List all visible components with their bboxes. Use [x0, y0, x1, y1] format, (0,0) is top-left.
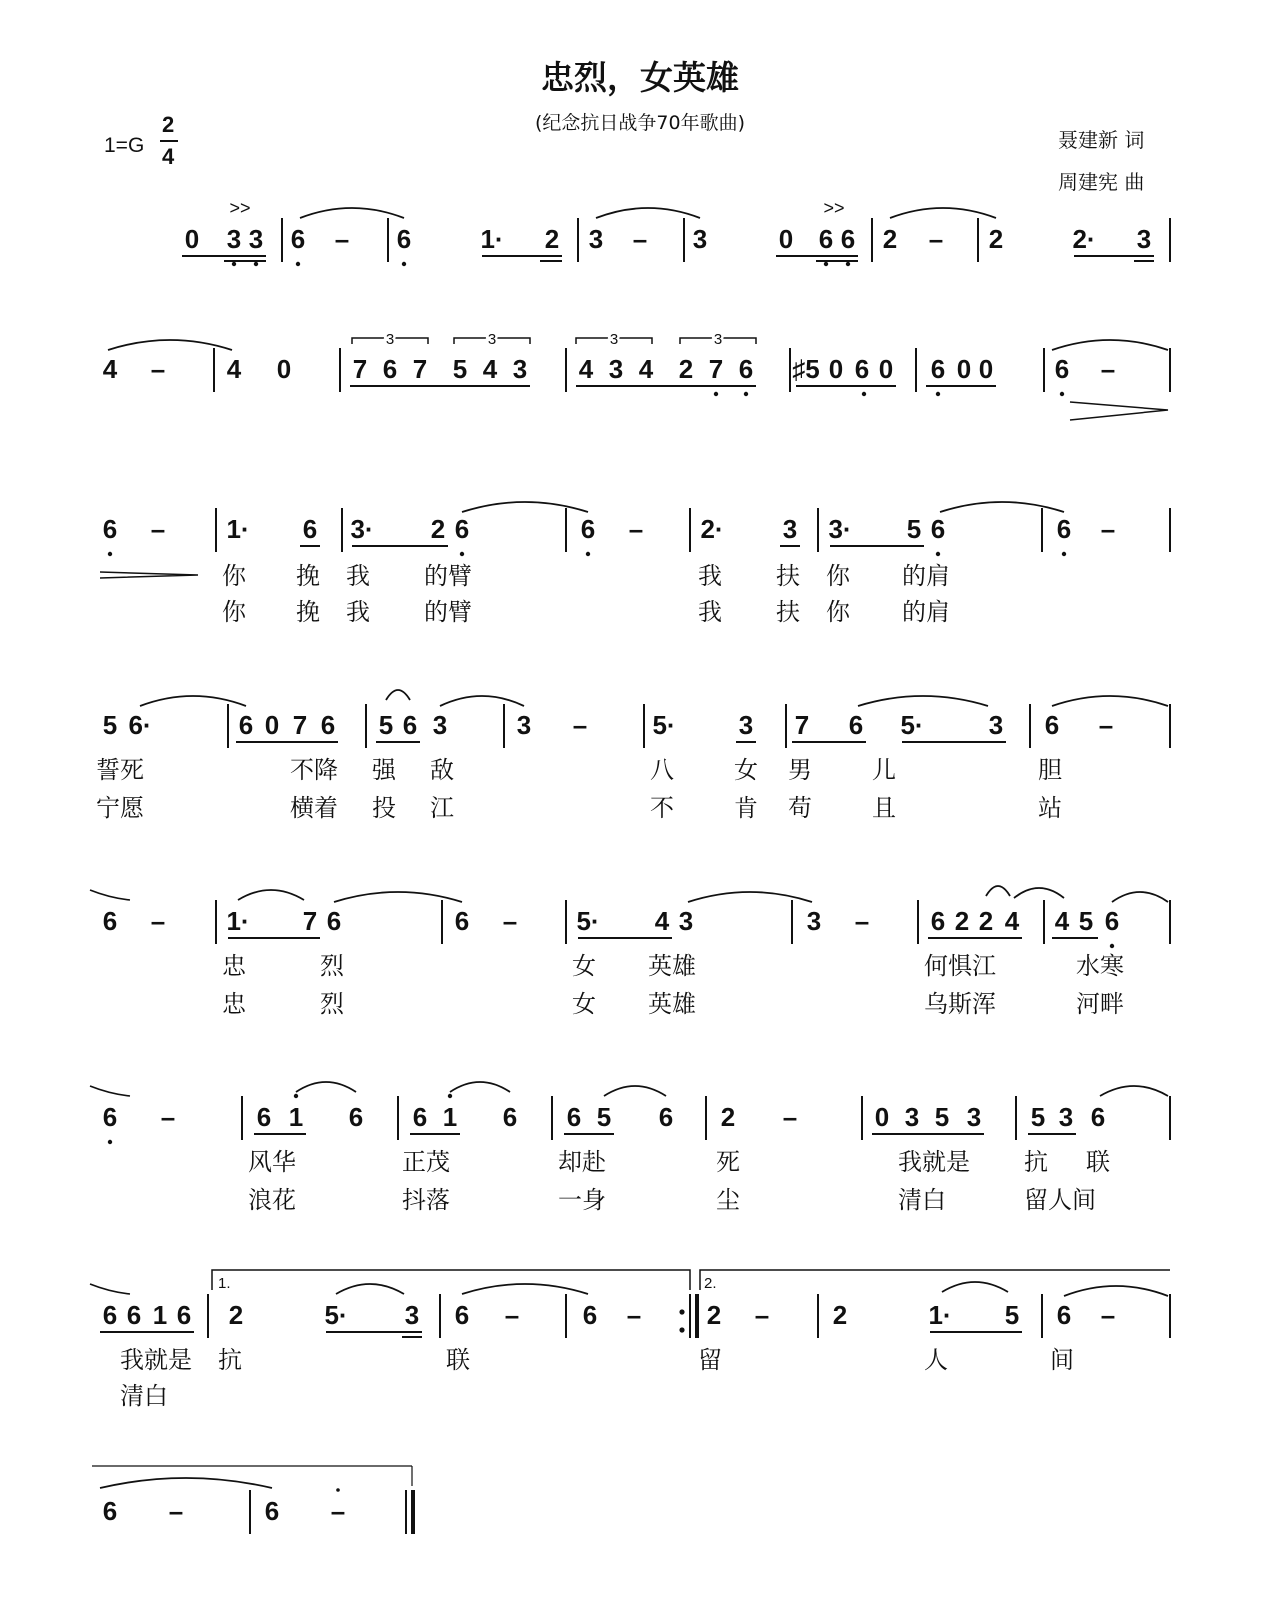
tie-in [90, 890, 130, 900]
note: 3· [828, 514, 852, 544]
note: – [160, 1102, 176, 1132]
note: 3 [1058, 1102, 1074, 1132]
note: 2 [978, 906, 994, 936]
note: 0 [276, 354, 292, 384]
note: 4 [102, 354, 118, 384]
note: 6 [102, 1102, 118, 1132]
octave-dot-below [714, 392, 718, 396]
note: – [168, 1496, 184, 1526]
lyric: 我就是 [120, 1347, 192, 1374]
lyric: 扶 [776, 563, 800, 590]
note: 3 [1136, 224, 1152, 254]
note: 5· [576, 906, 600, 936]
lyric: 联 [1086, 1149, 1110, 1176]
octave-dot-below [824, 262, 828, 266]
slur [1052, 340, 1168, 350]
note: 6 [412, 1102, 428, 1132]
lyric: 八 [650, 757, 674, 784]
lyric: 抗 [1024, 1149, 1048, 1176]
lyric: 我就是 [898, 1149, 970, 1176]
note: 1 [288, 1102, 304, 1132]
note: 4 [1004, 906, 1020, 936]
octave-dot-below [232, 262, 236, 266]
note: 2 [954, 906, 970, 936]
note: 4 [226, 354, 242, 384]
note: 6 [126, 1300, 142, 1330]
note: 4 [638, 354, 654, 384]
lyric: 的臂 [424, 563, 472, 590]
note: 0 [184, 224, 200, 254]
note: – [330, 1496, 346, 1526]
note: 6 [848, 710, 864, 740]
triplet-number: 3 [713, 331, 723, 348]
note: 1· [226, 514, 250, 544]
note: 5 [378, 710, 394, 740]
lyric: 扶 [776, 599, 800, 626]
lyric: 强 [372, 757, 396, 784]
slur [596, 208, 700, 218]
slur [1014, 888, 1064, 898]
lyricist-credit: 聂建新 词 [1058, 128, 1145, 152]
page-subtitle: (纪念抗日战争70年歌曲) [534, 112, 745, 134]
note: 1· [480, 224, 504, 254]
note: 0 [264, 710, 280, 740]
note: 6 [1056, 1300, 1072, 1330]
note: 3 [806, 906, 822, 936]
note: – [928, 224, 944, 254]
note: 7 [794, 710, 810, 740]
note: 6 [402, 710, 418, 740]
lyric: 烈 [320, 991, 344, 1018]
note: – [626, 1300, 642, 1330]
note: 5 [1004, 1300, 1020, 1330]
slur [986, 886, 1010, 896]
lyric: 江 [430, 795, 454, 822]
note: – [1098, 710, 1114, 740]
note: 7 [412, 354, 428, 384]
lyric: 我 [346, 563, 370, 590]
lyric: 横着 [290, 795, 338, 822]
slur [440, 696, 524, 706]
note: – [150, 906, 166, 936]
note: – [854, 906, 870, 936]
lyric: 的肩 [902, 563, 950, 590]
slur [462, 502, 588, 512]
note: 3 [248, 224, 264, 254]
note: 3 [678, 906, 694, 936]
note: 6 [658, 1102, 674, 1132]
note: 2 [988, 224, 1004, 254]
slur [462, 1284, 588, 1294]
note: 6 [738, 354, 754, 384]
volta-bracket-1 [212, 1270, 690, 1290]
note: – [754, 1300, 770, 1330]
note: 5· [324, 1300, 348, 1330]
octave-dot-below [1062, 552, 1066, 556]
lyric: 女 [572, 953, 596, 980]
lyric: 忠 [222, 953, 246, 980]
lyric: 英雄 [648, 953, 696, 980]
note: 0 [956, 354, 972, 384]
note: 2 [706, 1300, 722, 1330]
note: 3 [738, 710, 754, 740]
note: 6 [580, 514, 596, 544]
note: 6 [348, 1102, 364, 1132]
lyric: 留 [698, 1347, 722, 1374]
note: 5· [900, 710, 924, 740]
decrescendo [1070, 402, 1168, 420]
note: 6· [128, 710, 152, 740]
note: 5 [934, 1102, 950, 1132]
slur [604, 1086, 666, 1096]
note: 5 [452, 354, 468, 384]
note: 4 [578, 354, 594, 384]
note: 4 [654, 906, 670, 936]
note: 0 [874, 1102, 890, 1132]
lyric: 清白 [898, 1187, 946, 1214]
octave-dot-below [254, 262, 258, 266]
slur [1052, 696, 1168, 706]
note: 6 [1044, 710, 1060, 740]
note: 6 [1090, 1102, 1106, 1132]
composer-credit: 周建宪 曲 [1058, 170, 1145, 194]
lyric: 何惧江 [924, 953, 996, 980]
lyric: 联 [446, 1347, 470, 1374]
slur [386, 690, 410, 700]
octave-dot-below [108, 1140, 112, 1144]
lyric: 风华 [248, 1149, 296, 1176]
lyric: 站 [1038, 795, 1062, 822]
note: 1 [152, 1300, 168, 1330]
note: – [502, 906, 518, 936]
accent-mark: >> [229, 198, 251, 218]
lyric: 你 [826, 563, 850, 590]
lyric: 苟 [788, 795, 812, 822]
note: – [1100, 514, 1116, 544]
lyric: 尘 [716, 1187, 740, 1214]
note: 2 [228, 1300, 244, 1330]
key-signature: 1=G [104, 134, 145, 157]
tie-in [90, 1284, 130, 1294]
lyric: 正茂 [402, 1149, 450, 1176]
note: 2 [720, 1102, 736, 1132]
note: 5 [906, 514, 922, 544]
lyric: 我 [698, 599, 722, 626]
slur [1100, 1086, 1168, 1096]
note: 6 [320, 710, 336, 740]
note: 2 [832, 1300, 848, 1330]
note: 6 [102, 1300, 118, 1330]
note: 3· [350, 514, 374, 544]
octave-dot-below [744, 392, 748, 396]
note: – [1100, 354, 1116, 384]
slur [1064, 1286, 1168, 1296]
note: 3 [608, 354, 624, 384]
lyric: 烈 [320, 953, 344, 980]
note: 6 [1054, 354, 1070, 384]
note: 6 [502, 1102, 518, 1132]
octave-dot-below [402, 262, 406, 266]
note: – [150, 514, 166, 544]
note: 2· [1072, 224, 1096, 254]
note: 3 [904, 1102, 920, 1132]
note: 5 [596, 1102, 612, 1132]
note: 4 [1054, 906, 1070, 936]
note: 3 [966, 1102, 982, 1132]
slur [688, 892, 812, 902]
lyric: 不 [650, 795, 674, 822]
note: 6 [930, 354, 946, 384]
note: – [504, 1300, 520, 1330]
lyric: 敌 [430, 757, 454, 784]
octave-dot-below [296, 262, 300, 266]
lyric: 投 [372, 795, 396, 822]
note: 1 [442, 1102, 458, 1132]
note: – [334, 224, 350, 254]
note: 6 [582, 1300, 598, 1330]
octave-dot-below [862, 392, 866, 396]
note: 2 [882, 224, 898, 254]
note: 6 [818, 224, 834, 254]
note: 6 [382, 354, 398, 384]
lyric: 河畔 [1076, 991, 1124, 1018]
note: ♯5 [792, 354, 820, 384]
lyric: 抗 [218, 1347, 242, 1374]
meter-top: 2 [162, 112, 175, 137]
note: 7 [292, 710, 308, 740]
lyric: 你 [222, 563, 246, 590]
slur [1112, 892, 1168, 902]
note: 3 [404, 1300, 420, 1330]
triplet-number: 3 [487, 331, 497, 348]
note: 0 [828, 354, 844, 384]
note: 3 [782, 514, 798, 544]
slur [300, 208, 404, 218]
note: 2 [678, 354, 694, 384]
volta-label-1: 1. [218, 1275, 231, 1292]
note: 6 [454, 1300, 470, 1330]
octave-dot-below [108, 552, 112, 556]
note: – [1100, 1300, 1116, 1330]
note: 2 [430, 514, 446, 544]
note: 6 [930, 514, 946, 544]
octave-dot-below [846, 262, 850, 266]
note: 6 [396, 224, 412, 254]
note: 6 [102, 514, 118, 544]
note: 6 [302, 514, 318, 544]
lyric: 抖落 [402, 1187, 450, 1214]
octave-dot-below [1110, 944, 1114, 948]
note: 6 [102, 906, 118, 936]
lyric: 清白 [120, 1383, 168, 1410]
note: 6 [102, 1496, 118, 1526]
slur [140, 696, 246, 706]
octave-dot-below [936, 392, 940, 396]
accent-mark: >> [823, 198, 845, 218]
lyric: 乌斯浑 [924, 991, 996, 1018]
lyric: 宁愿 [96, 795, 144, 822]
slur [942, 1282, 1008, 1292]
note: 6 [256, 1102, 272, 1132]
note: 6 [176, 1300, 192, 1330]
slur [858, 696, 988, 706]
note: 6 [454, 906, 470, 936]
octave-dot-below [460, 552, 464, 556]
octave-dot-below [936, 552, 940, 556]
dot-mark [336, 1488, 340, 1492]
lyric: 留人间 [1024, 1187, 1096, 1214]
note: 6 [326, 906, 342, 936]
note: 5· [652, 710, 676, 740]
slur [890, 208, 996, 218]
note: – [632, 224, 648, 254]
note: 6 [1104, 906, 1120, 936]
slur [450, 1082, 510, 1092]
triplet-number: 3 [385, 331, 395, 348]
note: 6 [290, 224, 306, 254]
repeat-dot [679, 1327, 684, 1332]
lyric: 女 [572, 991, 596, 1018]
note: 7 [352, 354, 368, 384]
note: – [628, 514, 644, 544]
note: 3 [512, 354, 528, 384]
note: 3 [226, 224, 242, 254]
decrescendo [100, 572, 198, 578]
lyric: 我 [346, 599, 370, 626]
lyric: 死 [716, 1149, 740, 1176]
lyric: 不降 [290, 757, 338, 784]
lyric: 英雄 [648, 991, 696, 1018]
note: 7 [708, 354, 724, 384]
lyric: 女 [734, 757, 758, 784]
note: 0 [978, 354, 994, 384]
note: 6 [566, 1102, 582, 1132]
note: 6 [840, 224, 856, 254]
note: – [150, 354, 166, 384]
note: 3 [516, 710, 532, 740]
lyric: 挽 [296, 563, 320, 590]
note: 3 [588, 224, 604, 254]
note: 6 [1056, 514, 1072, 544]
tie-in [90, 1086, 130, 1096]
slur [238, 890, 304, 900]
slur [296, 1082, 356, 1092]
lyric: 肯 [734, 795, 758, 822]
octave-dot-below [1060, 392, 1064, 396]
slur [100, 1478, 272, 1488]
lyric: 的臂 [424, 599, 472, 626]
note: 3 [432, 710, 448, 740]
note: 6 [454, 514, 470, 544]
repeat-dot [679, 1309, 684, 1314]
note: 0 [778, 224, 794, 254]
volta-label-2: 2. [704, 1275, 717, 1292]
lyric: 胆 [1038, 757, 1062, 784]
note: 3 [988, 710, 1004, 740]
note: – [782, 1102, 798, 1132]
note: 6 [854, 354, 870, 384]
lyric: 挽 [296, 599, 320, 626]
note: 3 [692, 224, 708, 254]
page-title: 忠烈，女英雄 [541, 58, 739, 97]
lyric: 人 [924, 1347, 948, 1374]
note: 6 [264, 1496, 280, 1526]
note: 7 [302, 906, 318, 936]
note: 6 [238, 710, 254, 740]
note: 2 [544, 224, 560, 254]
lyric: 男 [788, 757, 812, 784]
note: 5 [1078, 906, 1094, 936]
meter-bottom: 4 [162, 144, 175, 169]
note: 5 [102, 710, 118, 740]
lyric: 间 [1050, 1347, 1074, 1374]
lyric: 水寒 [1076, 953, 1124, 980]
note: 0 [878, 354, 894, 384]
slur [940, 502, 1064, 512]
note: 1· [928, 1300, 952, 1330]
octave-dot-above [294, 1094, 298, 1098]
lyric: 的肩 [902, 599, 950, 626]
lyric: 你 [826, 599, 850, 626]
octave-dot-below [586, 552, 590, 556]
triplet-number: 3 [609, 331, 619, 348]
lyric: 你 [222, 599, 246, 626]
lyric: 儿 [872, 757, 896, 784]
slur [336, 1284, 404, 1294]
lyric: 忠 [222, 991, 246, 1018]
lyric: 却赴 [558, 1149, 606, 1176]
lyric: 浪花 [248, 1187, 296, 1214]
lyric: 且 [872, 795, 896, 822]
lyric: 誓死 [96, 757, 144, 784]
note: 1· [226, 906, 250, 936]
lyric: 我 [698, 563, 722, 590]
note: 6 [930, 906, 946, 936]
note: 2· [700, 514, 724, 544]
lyric: 一身 [558, 1187, 606, 1214]
note: – [572, 710, 588, 740]
octave-dot-above [448, 1094, 452, 1098]
note: 5 [1030, 1102, 1046, 1132]
note: 4 [482, 354, 498, 384]
